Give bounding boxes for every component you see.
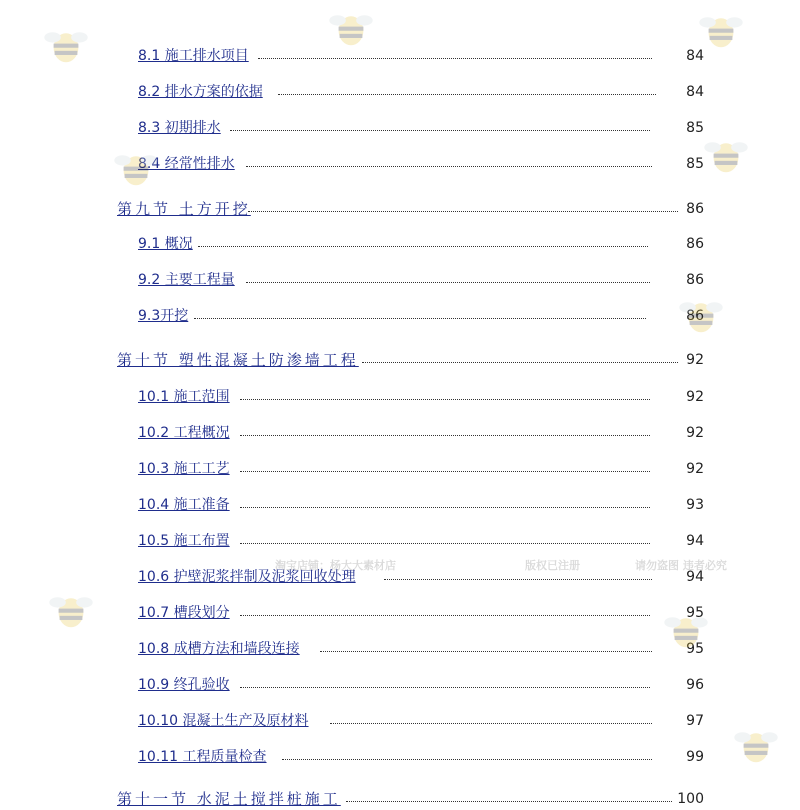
toc-entry-8-2[interactable]	[0, 81, 800, 103]
page-number: 99	[686, 749, 704, 765]
page-number: 92	[686, 425, 704, 441]
toc-section-9[interactable]	[0, 198, 800, 220]
toc-link[interactable]: 8.4 经常性排水	[138, 156, 235, 172]
dot-leader	[246, 282, 650, 283]
dot-leader	[240, 471, 650, 472]
toc-link[interactable]: 10.5 施工布置	[138, 533, 230, 549]
toc-entry-9-1[interactable]	[0, 233, 800, 255]
toc-section-10[interactable]	[0, 349, 800, 371]
dot-leader	[198, 246, 648, 247]
page-number: 95	[686, 605, 704, 621]
page-number: 94	[686, 569, 704, 585]
page-number: 95	[686, 641, 704, 657]
toc-link[interactable]: 8.2 排水方案的依据	[138, 84, 263, 100]
toc-entry-10-4[interactable]	[0, 494, 800, 516]
page-number: 92	[686, 352, 704, 368]
toc-link[interactable]: 10.8 成槽方法和墙段连接	[138, 641, 300, 657]
dot-leader	[240, 435, 650, 436]
toc-entry-10-11[interactable]	[0, 746, 800, 768]
toc-entry-10-8[interactable]	[0, 638, 800, 660]
toc-entry-10-1[interactable]	[0, 386, 800, 408]
dot-leader	[258, 58, 652, 59]
toc-entry-10-5[interactable]	[0, 530, 800, 552]
toc-link[interactable]: 9.1 概况	[138, 236, 193, 252]
toc-link[interactable]: 第十一节 水泥土搅拌桩施工	[117, 790, 341, 808]
toc-link[interactable]: 第九节 土方开挖	[117, 200, 251, 218]
dot-leader	[248, 211, 678, 212]
page-number: 92	[686, 461, 704, 477]
toc-entry-10-2[interactable]	[0, 422, 800, 444]
toc-entry-8-1[interactable]	[0, 45, 800, 67]
toc-entry-10-9[interactable]	[0, 674, 800, 696]
toc-entry-10-10[interactable]	[0, 710, 800, 732]
toc-entry-9-2[interactable]	[0, 269, 800, 291]
dot-leader	[282, 759, 652, 760]
watermark-text: 请勿盗图 违者必究	[635, 559, 727, 572]
toc-entry-8-4[interactable]	[0, 153, 800, 175]
dot-leader	[362, 362, 678, 363]
dot-leader	[194, 318, 646, 319]
watermark-text: 淘宝店铺：杨大大素材店	[275, 559, 396, 572]
page-number: 86	[686, 201, 704, 217]
page-number: 97	[686, 713, 704, 729]
toc-link[interactable]: 10.4 施工准备	[138, 497, 230, 513]
toc-section-11[interactable]	[0, 788, 800, 810]
toc-link[interactable]: 8.1 施工排水项目	[138, 48, 249, 64]
dot-leader	[330, 723, 652, 724]
toc-link[interactable]: 10.6 护壁泥浆拌制及泥浆回收处理	[138, 569, 356, 585]
page-number: 84	[686, 84, 704, 100]
page-number: 86	[686, 308, 704, 324]
toc-link[interactable]: 9.2 主要工程量	[138, 272, 235, 288]
toc-link[interactable]: 10.3 施工工艺	[138, 461, 230, 477]
page-number: 93	[686, 497, 704, 513]
toc-entry-10-7[interactable]	[0, 602, 800, 624]
dot-leader	[240, 687, 650, 688]
toc-entry-10-6[interactable]	[0, 566, 800, 588]
dot-leader	[320, 651, 652, 652]
dot-leader	[278, 94, 656, 95]
page-number: 100	[677, 791, 704, 807]
dot-leader	[346, 801, 672, 802]
toc-link[interactable]: 10.2 工程概况	[138, 425, 230, 441]
toc-link[interactable]: 10.7 槽段划分	[138, 605, 230, 621]
toc-entry-8-3[interactable]	[0, 117, 800, 139]
page-number: 85	[686, 120, 704, 136]
dot-leader	[230, 130, 650, 131]
dot-leader	[240, 543, 650, 544]
dot-leader	[240, 399, 650, 400]
page-number: 86	[686, 236, 704, 252]
toc-link[interactable]: 10.9 终孔验收	[138, 677, 230, 693]
toc-link[interactable]: 10.1 施工范围	[138, 389, 230, 405]
page-number: 92	[686, 389, 704, 405]
toc-link[interactable]: 8.3 初期排水	[138, 120, 221, 136]
page-number: 96	[686, 677, 704, 693]
page-number: 84	[686, 48, 704, 64]
page-number: 86	[686, 272, 704, 288]
toc-link[interactable]: 9.3开挖	[138, 308, 189, 324]
page-number: 94	[686, 533, 704, 549]
toc-link[interactable]: 第十节 塑性混凝土防渗墙工程	[117, 351, 359, 369]
dot-leader	[246, 166, 652, 167]
toc-link[interactable]: 10.10 混凝土生产及原材料	[138, 713, 309, 729]
dot-leader	[240, 615, 650, 616]
toc-link[interactable]: 10.11 工程质量检查	[138, 749, 267, 765]
toc-entry-10-3[interactable]	[0, 458, 800, 480]
dot-leader	[240, 507, 650, 508]
toc-entry-9-3[interactable]	[0, 305, 800, 327]
watermark-text: 版权已注册	[525, 559, 580, 572]
dot-leader	[384, 579, 652, 580]
page-number: 85	[686, 156, 704, 172]
